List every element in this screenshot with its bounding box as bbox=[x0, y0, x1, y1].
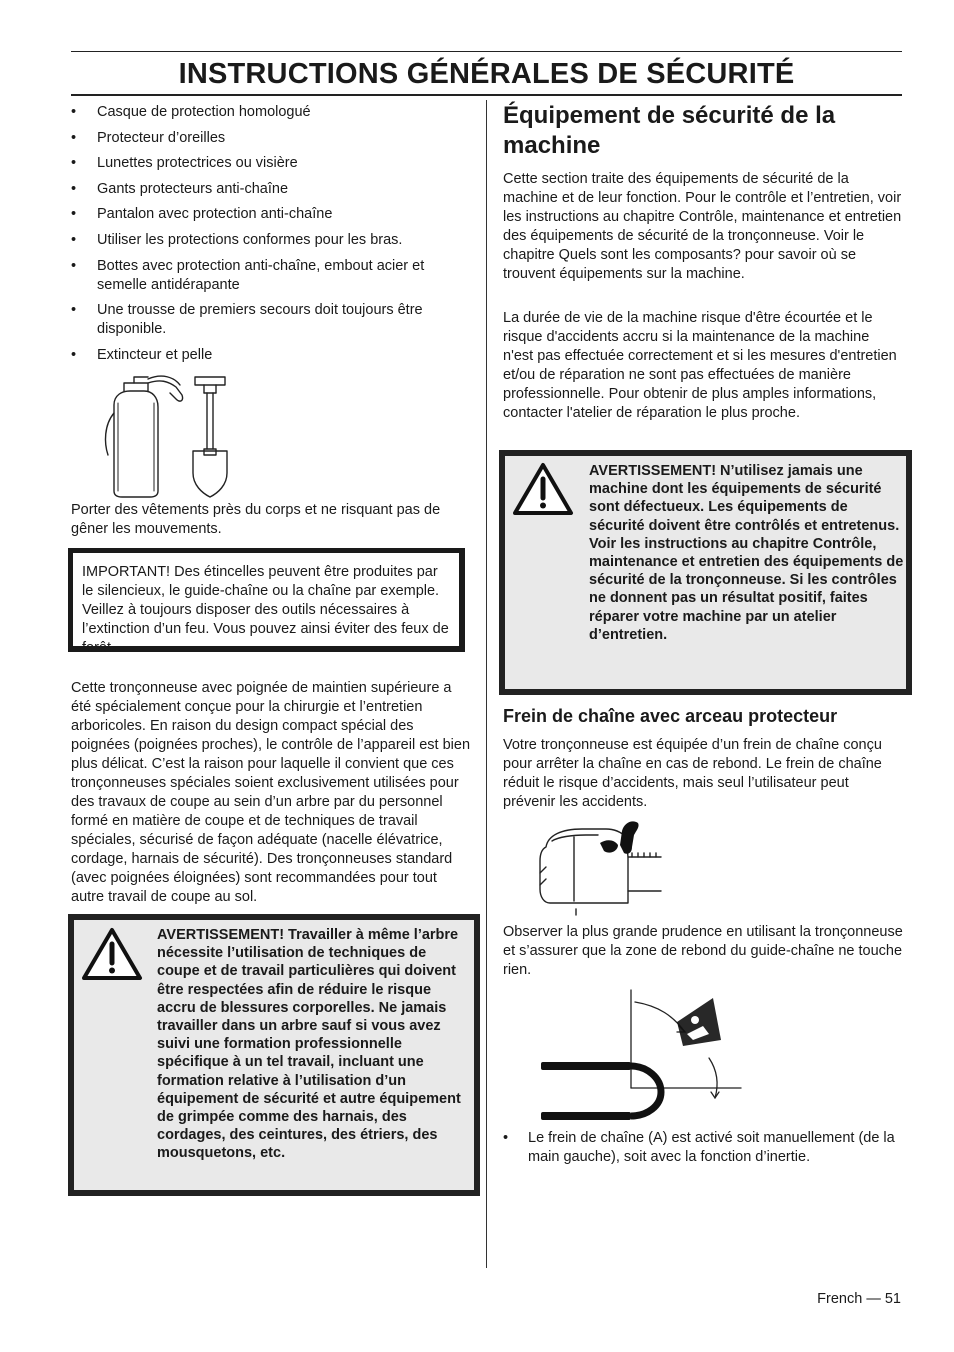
page-footer: French — 51 bbox=[817, 1291, 901, 1307]
left-column bbox=[71, 100, 471, 1162]
list-item: • Lunettes protectrices ou visière bbox=[71, 155, 298, 172]
bullet-icon: • bbox=[71, 129, 77, 146]
list-item: • Extincteur et pelle bbox=[71, 346, 213, 363]
header-rule-top bbox=[71, 51, 902, 52]
bullet-icon: • bbox=[71, 231, 77, 248]
important-notice-box bbox=[68, 548, 465, 656]
list-item: • Gants protecteurs anti-chaîne bbox=[71, 180, 289, 197]
clothing-note: Porter des vêtements près du corps et ne risquant pas de gêner les mouvements. bbox=[71, 502, 441, 537]
bullet-icon: • bbox=[71, 180, 77, 197]
chain-brake-intro: Votre tronçonneuse est équipée d’un frein de chaîne conçu pour arrêter la chaîne en cas de rebond. Le frein de chaîne réduit le risque d’accidents, mais seul l’utilisateur peut prévenir les accidents. bbox=[503, 737, 882, 810]
warning-box-equipment bbox=[499, 450, 912, 695]
bullet-icon: • bbox=[71, 302, 77, 319]
arborist-paragraph: Cette tronçonneuse avec poignée de maintien supérieure a été spécialement conçue pour la chirurgie et l’entretien arboricoles. En raison du design compact spécial des poignées (poignées proches), le contrôle de l’appareil est bien plus délicat. C’est la raison pour laquelle il convient que ces tronçonneuses spéciales soient exclusivement utilisées pour des travaux de coupe au sein d’un arbre par du personnel formé en matière de coupe et de techniques de travail spéciales, sécurisé de façon adéquate (nacelle élévatrice, cordage, harnais de sécurité). Des tronçonneuses standard (avec poignées éloignées) sont recommandées pour tout autre travail de coupe au sol. bbox=[71, 680, 471, 905]
bullet-icon: • bbox=[71, 206, 77, 223]
bullet-icon: • bbox=[503, 1130, 509, 1146]
caution-paragraph: Observer la plus grande prudence en utilisant la tronçonneuse et s’assurer que la zone de rebond du guide-chaîne ne touche rien. bbox=[503, 924, 903, 978]
bullet-icon: • bbox=[71, 104, 77, 120]
list-item: • Casque de protection homologué bbox=[71, 104, 311, 120]
section-intro: Cette section traite des équipements de sécurité de la machine et de leur fonction. Pour le contrôle et l’entretien, voir les instructions au chapitre Contrôle, maintenance et entretien des équipements de sécurité de la tronçonneuse. Voir le chapitre Quels sont les composants? pour savoir où se trouvent équipements sur la machine. bbox=[503, 171, 902, 282]
chain-brake-bullet: • Le frein de chaîne (A) est activé soit manuellement (de la main gauche), soit avec la fonction d’inertie. bbox=[503, 1130, 895, 1165]
section-title: Équipement de sécurité de la machine bbox=[503, 102, 836, 159]
bullet-icon: • bbox=[71, 155, 77, 172]
bullet-icon: • bbox=[71, 346, 77, 363]
bullet-icon: • bbox=[71, 257, 77, 274]
warning-triangle-icon bbox=[512, 462, 574, 516]
ppe-list bbox=[71, 103, 471, 365]
kickback-zone-illustration bbox=[537, 988, 743, 1120]
warning-box-tree-work bbox=[68, 914, 480, 1196]
header-rule-bottom bbox=[71, 94, 902, 96]
warning-triangle-icon bbox=[81, 927, 143, 981]
chainsaw-brake-illustration bbox=[536, 817, 666, 917]
extinguisher-shovel-illustration bbox=[100, 373, 260, 499]
list-item: • Une trousse de premiers secours doit toujours être disponible. bbox=[71, 302, 423, 338]
list-item: • Pantalon avec protection anti-chaîne bbox=[71, 206, 333, 223]
list-item: • Bottes avec protection anti-chaîne, embout acier et semelle antidérapante bbox=[71, 257, 425, 293]
warning-text: AVERTISSEMENT! Travailler à même l’arbre nécessite l’utilisation de techniques de coupe et de travail particulières qui doivent être respectées afin de réduire le risque accru de blessures corporelles. Ne jamais travailler dans un arbre sauf si vous avez suivi une formation professionnelle spécifique à un tel travail, incluant une formation relative à l’utilisation d’un équipement de sécurité et autre équipement de grimpée comme des harnais, des cordages, des ceintures, des étriers, des mousquetons, etc. bbox=[157, 927, 461, 1162]
list-item: • Protecteur d’oreilles bbox=[71, 129, 226, 146]
list-item: • Utiliser les protections conformes pour les bras. bbox=[71, 231, 403, 248]
page-title: INSTRUCTIONS GÉNÉRALES DE SÉCURITÉ bbox=[178, 58, 795, 90]
warning-text: AVERTISSEMENT! N’utilisez jamais une machine dont les équipements de sécurité sont défectueux. Les équipements de sécurité doivent être contrôlés et entretenus. Voir les instructions au chapitre Contrôle, maintenance et entretien des équipements de sécurité de la tronçonneuse. Si les contrôles ne donnent pas un résultat positif, faites réparer votre machine par un atelier d’entretien. bbox=[589, 463, 904, 643]
subsection-title: Frein de chaîne avec arceau protecteur bbox=[503, 706, 838, 726]
important-note-text: IMPORTANT! Des étincelles peuvent être produites par le silencieux, le guide-chaîne ou la chaîne par exemple. Veillez à toujours disposer des outils nécessaires à l’extinction d’un feu. Vous pouvez ainsi éviter des feux de forêt. bbox=[82, 564, 449, 656]
lifetime-paragraph: La durée de vie de la machine risque d'être écourtée et le risque d'accidents accru si la maintenance de la machine n'est pas effectuée correctement et si les mesures d'entretien et/ou de réparation ne sont pas effectuées de manière professionnelle. Pour obtenir de plus amples informations, contacter l'atelier de réparation le plus proche. bbox=[503, 310, 897, 421]
column-divider bbox=[486, 100, 487, 1268]
